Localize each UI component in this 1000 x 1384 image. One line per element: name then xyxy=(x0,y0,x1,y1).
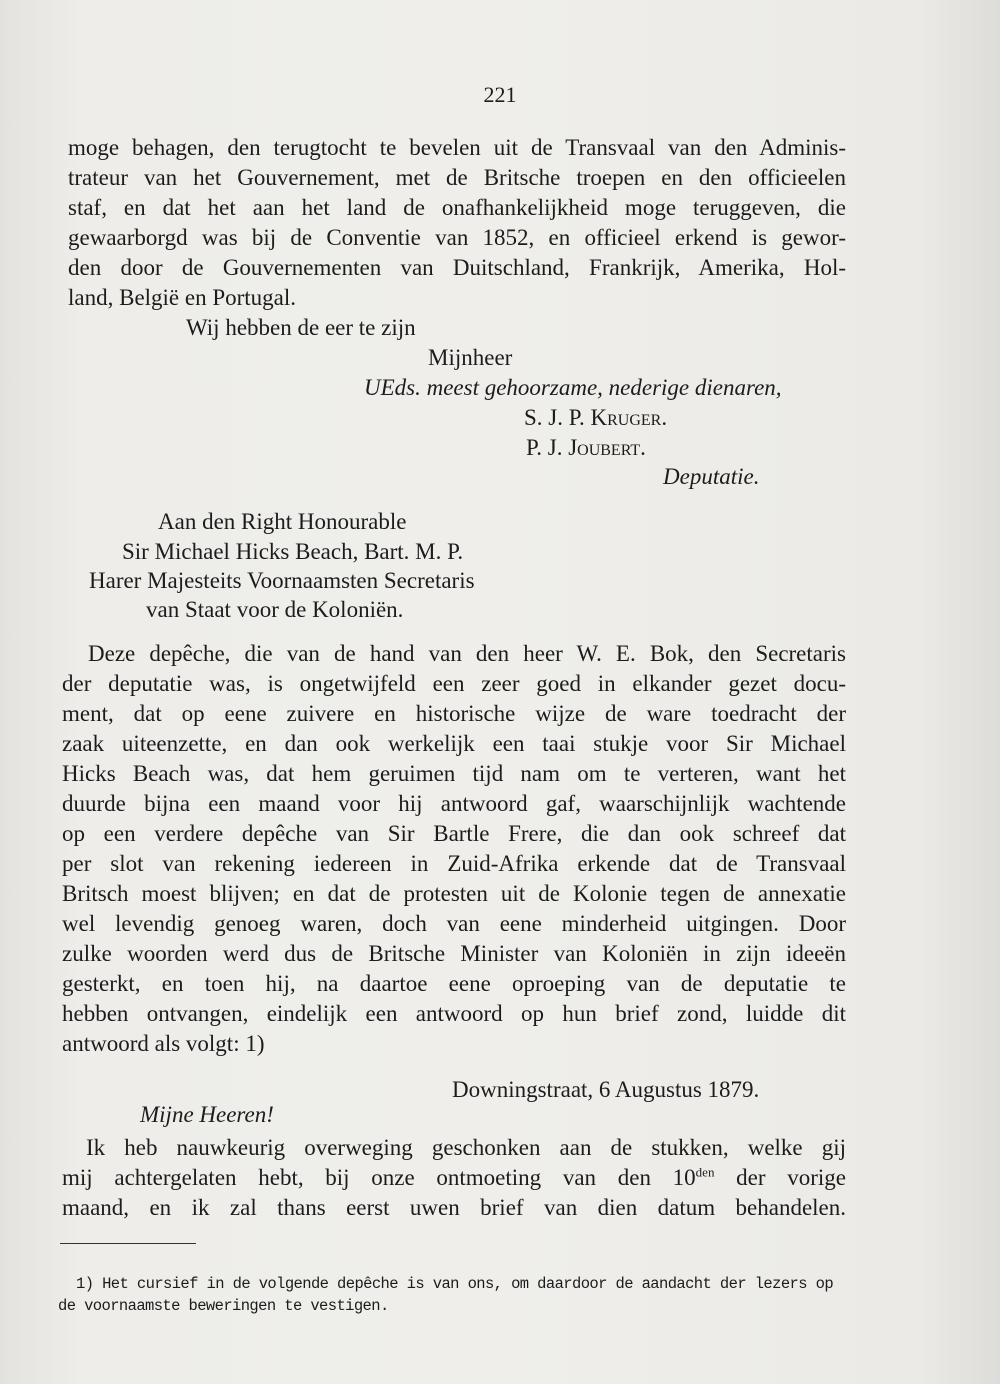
text-line: maand, en ik zal thans eerst uwen brief van dien datum behandelen. xyxy=(62,1195,846,1220)
text-line xyxy=(62,1164,846,1192)
deputation-label: Deputatie. xyxy=(663,464,760,489)
text-line: Hicks Beach was, dat hem geruimen tijd nam om te verteren, want het xyxy=(62,761,846,786)
signer-joubert: P. J. Joubert. xyxy=(526,435,646,460)
greeting: Mijne Heeren! xyxy=(140,1102,274,1127)
footnote-rule xyxy=(60,1243,196,1244)
text-line: hebben ontvangen, eindelijk een antwoord op hun brief zond, luidde dit xyxy=(62,1001,846,1026)
text-line: trateur van het Gouvernement, met de Britsche troepen en den officieelen xyxy=(68,165,846,190)
text-line: Deze depêche, die van de hand van den heer W. E. Bok, den Secretaris xyxy=(88,641,846,666)
text-line: antwoord als volgt: 1) xyxy=(62,1031,265,1056)
footnote-line: 1) Het cursief in de volgende depêche is van ons, om daardoor de aandacht der lezers op xyxy=(76,1275,834,1293)
addressee-line: Harer Majesteits Voornaamsten Secretaris xyxy=(89,568,475,593)
signer-kruger: S. J. P. Kruger. xyxy=(524,405,668,430)
text-line: ment, dat op eene zuivere en historische wijze de ware toedracht der xyxy=(62,701,846,726)
text-line: duurde bijna een maand voor hij antwoord gaf, waarschijnlijk wachtende xyxy=(62,791,846,816)
text-line: staf, en dat het aan het land de onafhankelijkheid moge teruggeven, die xyxy=(68,195,846,220)
text-line: per slot van rekening iedereen in Zuid-Afrika erkende dat de Transvaal xyxy=(62,851,846,876)
addressee-line: van Staat voor de Koloniën. xyxy=(146,597,404,622)
text-segment: der vorige xyxy=(714,1165,846,1190)
page-number: 221 xyxy=(483,82,517,107)
dateline: Downingstraat, 6 Augustus 1879. xyxy=(452,1077,760,1102)
closing-honour: Wij hebben de eer te zijn xyxy=(186,315,416,340)
text-line: gewaarborgd was bij de Conventie van 1852, en officieel erkend is gewor- xyxy=(68,225,846,250)
closing-servants: UEds. meest gehoorzame, nederige dienaren, xyxy=(364,375,782,400)
text-line: op een verdere depêche van Sir Bartle Frere, die dan ook schreef dat xyxy=(62,821,846,846)
text-line: den door de Gouvernementen van Duitschland, Frankrijk, Amerika, Hol- xyxy=(68,255,846,280)
text-line: Britsch moest blijven; en dat de protesten uit de Kolonie tegen de annexatie xyxy=(62,881,846,906)
text-line: gesterkt, en toen hij, na daartoe eene oproeping van de deputatie te xyxy=(62,971,846,996)
addressee-line: Sir Michael Hicks Beach, Bart. M. P. xyxy=(122,539,464,564)
text-segment: mij achtergelaten hebt, bij onze ontmoeting van den 10 xyxy=(62,1165,696,1190)
text-line: der deputatie was, is ongetwijfeld een zeer goed in elkander gezet docu- xyxy=(62,671,846,696)
text-line: moge behagen, den terugtocht te bevelen uit de Transvaal van den Adminis- xyxy=(68,135,846,160)
text-line: zulke woorden werd dus de Britsche Minister van Koloniën in zijn ideeën xyxy=(62,941,846,966)
addressee-line: Aan den Right Honourable xyxy=(158,509,407,534)
closing-salutation: Mijnheer xyxy=(428,345,513,370)
text-line: land, België en Portugal. xyxy=(68,285,297,310)
footnote-line: de voornaamste beweringen te vestigen. xyxy=(58,1297,389,1315)
text-line: wel levendig genoeg waren, doch van eene minderheid uitgingen. Door xyxy=(62,911,846,936)
text-line: zaak uiteenzette, en dan ook werkelijk een taai stukje voor Sir Michael xyxy=(62,731,846,756)
superscript: den xyxy=(695,1164,715,1180)
text-line: Ik heb nauwkeurig overweging geschonken aan de stukken, welke gij xyxy=(86,1135,846,1160)
